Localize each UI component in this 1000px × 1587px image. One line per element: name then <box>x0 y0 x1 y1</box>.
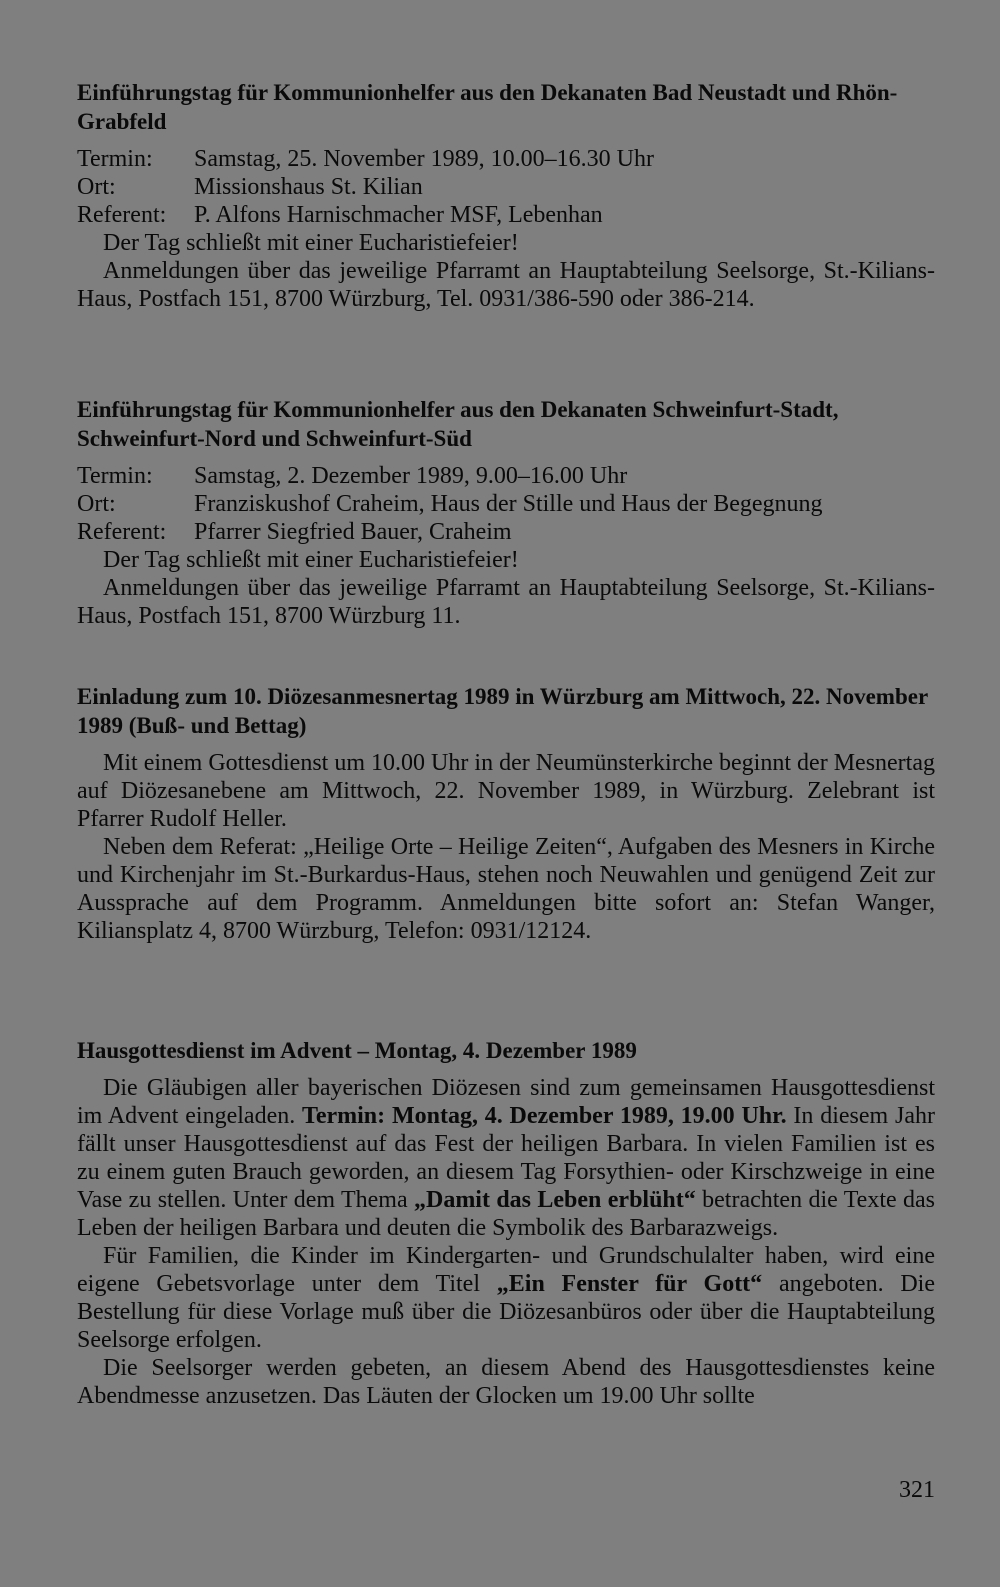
section-heading: Einführungstag für Kommunionhelfer aus den Dekanaten Schweinfurt-Stadt, Schweinfurt-Nord und Schweinfurt-Süd <box>77 397 839 451</box>
section-kommunionhelfer-schweinfurt <box>77 395 935 630</box>
paragraph: Mit einem Gottesdienst um 10.00 Uhr in der Neumünsterkirche beginnt der Mesnertag auf Diözesanebene am Mittwoch, 22. November 1989, in Würzburg. Zelebrant ist Pfarrer Rudolf Heller. <box>77 750 935 832</box>
termin-row <box>77 462 935 490</box>
ort-label: Ort: <box>77 174 116 200</box>
ort-row <box>77 490 935 518</box>
paragraph: Der Tag schließt mit einer Eucharistiefeier! <box>103 547 519 573</box>
thema-bold: „Damit das Leben erblüht“ <box>413 1187 696 1213</box>
section-heading: Hausgottesdienst im Advent – Montag, 4. Dezember 1989 <box>77 1038 637 1063</box>
ort-value: Franziskushof Craheim, Haus der Stille und Haus der Begegnung <box>194 491 823 517</box>
termin-bold: Termin: Montag, 4. Dezember 1989, 19.00 Uhr. <box>302 1103 787 1129</box>
titel-bold: „Ein Fenster für Gott“ <box>496 1271 763 1297</box>
paragraph: Anmeldungen über das jeweilige Pfarramt an Hauptabteilung Seelsorge, St.-Kilians-Haus, Postfach 151, 8700 Würzburg, Tel. 0931/386-590 oder 386-214. <box>77 258 935 312</box>
termin-label: Termin: <box>77 146 153 172</box>
text-run: Für Familien, die Kinder im Kindergarten- und Grundschulalter haben, wird eine eigene Gebetsvorlage unter dem Titel <box>77 1243 935 1297</box>
event-details <box>77 145 935 229</box>
termin-label: Termin: <box>77 463 153 489</box>
ort-value: Missionshaus St. Kilian <box>194 174 423 200</box>
referent-row <box>77 518 935 546</box>
text-run: angeboten. Die Bestellung für diese Vorlage muß über die Diözesanbüros oder über die Hauptabteilung Seelsorge erfolgen. <box>77 1271 936 1353</box>
paragraph <box>77 1242 935 1354</box>
paragraph: Der Tag schließt mit einer Eucharistiefeier! <box>103 230 519 256</box>
section-kommunionhelfer-bad-neustadt <box>77 78 935 313</box>
termin-value: Samstag, 25. November 1989, 10.00–16.30 Uhr <box>194 146 654 172</box>
section-heading: Einführungstag für Kommunionhelfer aus den Dekanaten Bad Neustadt und Rhön-Grabfeld <box>77 80 898 134</box>
termin-row <box>77 145 935 173</box>
paragraph: Anmeldungen über das jeweilige Pfarramt an Hauptabteilung Seelsorge, St.-Kilians-Haus, Postfach 151, 8700 Würzburg 11. <box>77 575 935 629</box>
referent-label: Referent: <box>77 519 167 545</box>
ort-label: Ort: <box>77 491 116 517</box>
section-hausgottesdienst <box>77 1036 935 1410</box>
text-run: In diesem Jahr fällt unser Hausgottesdienst auf das Fest der heiligen Barbara. In vielen Familien ist es zu einem guten Brauch geworden, an diesem Tag Forsythien- oder Kirschzweige in eine Vase zu stellen. Unter dem Thema <box>77 1103 935 1213</box>
ort-row <box>77 173 935 201</box>
paragraph: Neben dem Referat: „Heilige Orte – Heilige Zeiten“, Aufgaben des Mesners in Kirche und Kirchenjahr im St.-Burkardus-Haus, stehen noch Neuwahlen und genügend Zeit zur Aussprache auf dem Programm. Anmeldungen bitte sofort an: Stefan Wanger, Kiliansplatz 4, 8700 Würzburg, Telefon: 0931/12124. <box>77 834 935 944</box>
section-heading: Einladung zum 10. Diözesanmesnertag 1989 in Würzburg am Mittwoch, 22. November 1989 (Buß- und Bettag) <box>77 684 928 738</box>
referent-row <box>77 201 935 229</box>
page-number: 321 <box>899 1477 935 1503</box>
termin-value: Samstag, 2. Dezember 1989, 9.00–16.00 Uhr <box>194 463 628 489</box>
referent-value: Pfarrer Siegfried Bauer, Craheim <box>194 519 512 545</box>
paragraph <box>77 1074 935 1242</box>
referent-label: Referent: <box>77 202 167 228</box>
text-run: Die Gläubigen aller bayerischen Diözesen sind zum gemeinsamen Hausgottesdienst im Advent eingeladen. <box>77 1075 935 1129</box>
text-run: betrachten die Texte das Leben der heiligen Barbara und deuten die Symbolik des Barbarazweigs. <box>77 1187 936 1241</box>
paragraph: Die Seelsorger werden gebeten, an diesem Abend des Hausgottesdienstes keine Abendmesse anzusetzen. Das Läuten der Glocken um 19.00 Uhr sollte <box>77 1355 935 1409</box>
event-details <box>77 462 935 546</box>
referent-value: P. Alfons Harnischmacher MSF, Lebenhan <box>194 202 603 228</box>
section-mesnertag <box>77 682 935 945</box>
